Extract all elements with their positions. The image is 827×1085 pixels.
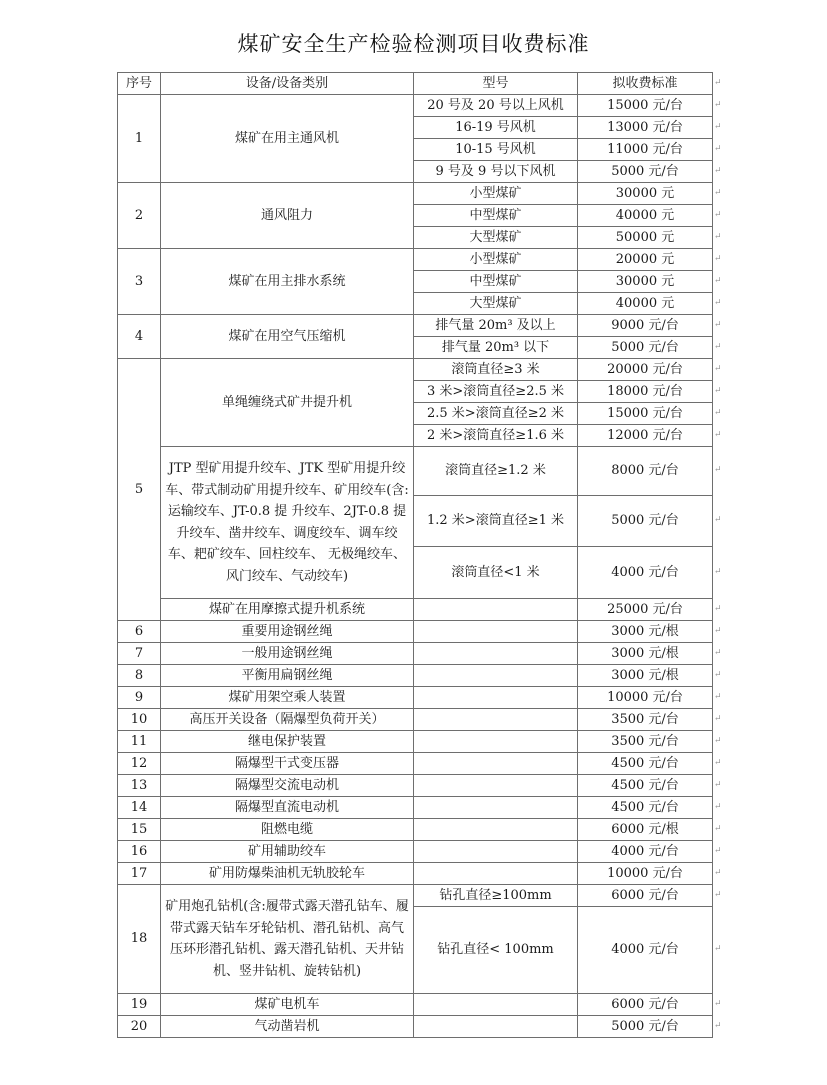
fee-cell: 4500 元/台 — [578, 753, 713, 775]
table-row — [118, 819, 713, 841]
row-end-mark: ↵ — [714, 779, 722, 790]
table-row — [118, 643, 713, 665]
fee-cell: 30000 元 — [578, 271, 713, 293]
row-end-mark: ↵ — [714, 867, 722, 878]
equipment-name: 煤矿在用主排水系统 — [161, 249, 414, 315]
fee-cell: 30000 元 — [578, 183, 713, 205]
table-row — [118, 1016, 713, 1038]
table-row — [118, 709, 713, 731]
table-row — [118, 315, 713, 337]
row-end-mark: ↵ — [714, 647, 722, 658]
model-cell — [414, 599, 578, 621]
equipment-name: 矿用辅助绞车 — [161, 841, 414, 863]
row-end-mark: ↵ — [714, 669, 722, 680]
fee-cell: 15000 元/台 — [578, 403, 713, 425]
model-cell: 20 号及 20 号以上风机 — [414, 95, 578, 117]
equipment-name: 隔爆型直流电动机 — [161, 797, 414, 819]
table-row — [118, 599, 713, 621]
model-cell — [414, 819, 578, 841]
model-cell: 1.2 米>滚筒直径≥1 米 — [414, 496, 578, 547]
item-no: 5 — [118, 359, 161, 621]
item-no: 14 — [118, 797, 161, 819]
table-row — [118, 249, 713, 271]
row-end-mark: ↵ — [714, 1020, 722, 1031]
fee-cell: 5000 元/台 — [578, 161, 713, 183]
model-cell: 排气量 20m³ 及以上 — [414, 315, 578, 337]
model-cell — [414, 775, 578, 797]
item-no: 8 — [118, 665, 161, 687]
page-title: 煤矿安全生产检验检测项目收费标准 — [237, 32, 590, 56]
fee-cell: 6000 元/台 — [578, 885, 713, 907]
equipment-name: 隔爆型干式变压器 — [161, 753, 414, 775]
row-end-mark: ↵ — [714, 566, 722, 577]
row-end-mark: ↵ — [714, 429, 722, 440]
fee-cell: 50000 元 — [578, 227, 713, 249]
table-row — [118, 797, 713, 819]
model-cell: 大型煤矿 — [414, 227, 578, 249]
row-end-mark: ↵ — [714, 275, 722, 286]
row-end-mark: ↵ — [714, 77, 722, 88]
fee-cell: 4500 元/台 — [578, 797, 713, 819]
fee-cell: 3500 元/台 — [578, 709, 713, 731]
equipment-name: 煤矿用架空乘人装置 — [161, 687, 414, 709]
fee-standard-table — [117, 72, 713, 1038]
model-cell: 钻孔直径≥100mm — [414, 885, 578, 907]
model-cell — [414, 665, 578, 687]
row-end-mark: ↵ — [714, 407, 722, 418]
fee-cell: 3000 元/根 — [578, 643, 713, 665]
fee-cell: 4000 元/台 — [578, 841, 713, 863]
row-end-mark: ↵ — [714, 465, 722, 475]
fee-cell: 6000 元/台 — [578, 994, 713, 1016]
fee-cell: 20000 元 — [578, 249, 713, 271]
fee-cell: 5000 元/台 — [578, 1016, 713, 1038]
row-end-mark: ↵ — [714, 143, 722, 154]
model-cell — [414, 863, 578, 885]
equipment-name: 煤矿在用空气压缩机 — [161, 315, 414, 359]
row-end-mark: ↵ — [714, 187, 722, 198]
row-end-mark: ↵ — [714, 341, 722, 352]
model-cell — [414, 621, 578, 643]
item-no: 15 — [118, 819, 161, 841]
table-row — [118, 621, 713, 643]
model-cell — [414, 797, 578, 819]
equipment-name: 隔爆型交流电动机 — [161, 775, 414, 797]
fee-cell: 9000 元/台 — [578, 315, 713, 337]
model-cell: 16-19 号风机 — [414, 117, 578, 139]
row-end-mark: ↵ — [714, 231, 722, 242]
row-end-mark: ↵ — [714, 625, 722, 636]
model-cell — [414, 994, 578, 1016]
fee-cell: 15000 元/台 — [578, 95, 713, 117]
model-cell: 10-15 号风机 — [414, 139, 578, 161]
row-end-mark: ↵ — [714, 823, 722, 834]
fee-cell: 6000 元/根 — [578, 819, 713, 841]
row-end-mark: ↵ — [714, 944, 722, 954]
model-cell: 9 号及 9 号以下风机 — [414, 161, 578, 183]
model-cell: 滚筒直径≥1.2 米 — [414, 447, 578, 496]
row-end-mark: ↵ — [714, 297, 722, 308]
item-no: 19 — [118, 994, 161, 1016]
row-end-mark: ↵ — [714, 319, 722, 330]
row-end-mark: ↵ — [714, 253, 722, 264]
model-cell — [414, 841, 578, 863]
fee-cell: 12000 元/台 — [578, 425, 713, 447]
equipment-name: 矿用防爆柴油机无轨胶轮车 — [161, 863, 414, 885]
item-no: 17 — [118, 863, 161, 885]
header-model: 型号 — [414, 73, 578, 95]
model-cell: 中型煤矿 — [414, 271, 578, 293]
item-no: 7 — [118, 643, 161, 665]
equipment-name: 气动凿岩机 — [161, 1016, 414, 1038]
item-no: 11 — [118, 731, 161, 753]
row-end-mark: ↵ — [714, 713, 722, 724]
model-cell — [414, 731, 578, 753]
table-row — [118, 885, 713, 907]
fee-cell: 3000 元/根 — [578, 665, 713, 687]
fee-cell: 5000 元/台 — [578, 337, 713, 359]
row-end-mark: ↵ — [714, 99, 722, 110]
table-row — [118, 775, 713, 797]
table-row — [118, 183, 713, 205]
item-no: 10 — [118, 709, 161, 731]
header-equipment: 设备/设备类别 — [161, 73, 414, 95]
item-no: 6 — [118, 621, 161, 643]
table-row — [118, 863, 713, 885]
model-cell: 小型煤矿 — [414, 183, 578, 205]
fee-cell: 4000 元/台 — [578, 907, 713, 994]
model-cell: 2 米>滚筒直径≥1.6 米 — [414, 425, 578, 447]
item-no: 12 — [118, 753, 161, 775]
item-no: 3 — [118, 249, 161, 315]
fee-cell: 3500 元/台 — [578, 731, 713, 753]
table-row — [118, 753, 713, 775]
table-row — [118, 447, 713, 496]
model-cell — [414, 643, 578, 665]
row-end-mark: ↵ — [714, 209, 722, 220]
fee-cell: 4000 元/台 — [578, 547, 713, 599]
row-end-mark: ↵ — [714, 735, 722, 746]
equipment-name: 重要用途钢丝绳 — [161, 621, 414, 643]
model-cell: 2.5 米>滚筒直径≥2 米 — [414, 403, 578, 425]
row-end-mark: ↵ — [714, 845, 722, 856]
model-cell: 滚筒直径≥3 米 — [414, 359, 578, 381]
model-cell — [414, 1016, 578, 1038]
row-end-mark: ↵ — [714, 801, 722, 812]
fee-cell: 4500 元/台 — [578, 775, 713, 797]
row-end-mark: ↵ — [714, 889, 722, 900]
model-cell — [414, 709, 578, 731]
table-row — [118, 731, 713, 753]
equipment-name: 阻燃电缆 — [161, 819, 414, 841]
row-end-mark: ↵ — [714, 385, 722, 396]
equipment-name: 高压开关设备（隔爆型负荷开关） — [161, 709, 414, 731]
model-cell: 3 米>滚筒直径≥2.5 米 — [414, 381, 578, 403]
equipment-name: 煤矿电机车 — [161, 994, 414, 1016]
fee-cell: 20000 元/台 — [578, 359, 713, 381]
model-cell — [414, 753, 578, 775]
fee-cell: 25000 元/台 — [578, 599, 713, 621]
table-header-row — [118, 73, 713, 95]
equipment-name: 平衡用扁钢丝绳 — [161, 665, 414, 687]
item-no: 13 — [118, 775, 161, 797]
item-no: 18 — [118, 885, 161, 994]
model-cell: 滚筒直径<1 米 — [414, 547, 578, 599]
fee-cell: 13000 元/台 — [578, 117, 713, 139]
item-no: 4 — [118, 315, 161, 359]
fee-cell: 5000 元/台 — [578, 496, 713, 547]
item-no: 16 — [118, 841, 161, 863]
model-cell: 排气量 20m³ 以下 — [414, 337, 578, 359]
fee-cell: 40000 元 — [578, 205, 713, 227]
table-row — [118, 687, 713, 709]
equipment-name: 煤矿在用摩擦式提升机系统 — [161, 599, 414, 621]
row-end-mark: ↵ — [714, 603, 722, 614]
item-no: 20 — [118, 1016, 161, 1038]
equipment-name: 煤矿在用主通风机 — [161, 95, 414, 183]
row-end-mark: ↵ — [714, 121, 722, 132]
row-end-mark: ↵ — [714, 363, 722, 374]
header-fee: 拟收费标准 — [578, 73, 713, 95]
row-end-mark: ↵ — [714, 691, 722, 702]
fee-cell: 8000 元/台 — [578, 447, 713, 496]
item-no: 9 — [118, 687, 161, 709]
row-end-mark: ↵ — [714, 165, 722, 176]
table-row — [118, 841, 713, 863]
equipment-name: 继电保护装置 — [161, 731, 414, 753]
table-row — [118, 665, 713, 687]
table-row — [118, 359, 713, 381]
row-end-mark: ↵ — [714, 998, 722, 1009]
fee-cell: 40000 元 — [578, 293, 713, 315]
model-cell — [414, 687, 578, 709]
fee-cell: 10000 元/台 — [578, 687, 713, 709]
model-cell: 小型煤矿 — [414, 249, 578, 271]
table-row — [118, 994, 713, 1016]
item-no: 1 — [118, 95, 161, 183]
table-row — [118, 95, 713, 117]
equipment-name: 单绳缠绕式矿井提升机 — [161, 359, 414, 447]
row-end-mark: ↵ — [714, 757, 722, 768]
fee-cell: 11000 元/台 — [578, 139, 713, 161]
fee-cell: 18000 元/台 — [578, 381, 713, 403]
model-cell: 钻孔直径< 100mm — [414, 907, 578, 994]
equipment-name: 矿用炮孔钻机(含:履带式露天潜孔钻车、履带式露天钻车牙轮钻机、潜孔钻机、高气压环形潜孔钻机、露天潜孔钻机、天井钻机、竖井钻机、旋转钻机) — [161, 885, 414, 994]
model-cell: 中型煤矿 — [414, 205, 578, 227]
equipment-name: 一般用途钢丝绳 — [161, 643, 414, 665]
item-no: 2 — [118, 183, 161, 249]
model-cell: 大型煤矿 — [414, 293, 578, 315]
row-end-mark: ↵ — [714, 515, 722, 525]
header-no: 序号 — [118, 73, 161, 95]
equipment-name: JTP 型矿用提升绞车、JTK 型矿用提升绞车、带式制动矿用提升绞车、矿用绞车(含:运输绞车、JT-0.8 提 升绞车、2JT-0.8 提升绞车、凿井绞车、调度绞车、调车绞车、耙矿绞车、回柱绞车、 无极绳绞车、风门绞车、气动绞车) — [161, 447, 414, 599]
equipment-name: 通风阻力 — [161, 183, 414, 249]
fee-cell: 3000 元/根 — [578, 621, 713, 643]
fee-cell: 10000 元/台 — [578, 863, 713, 885]
